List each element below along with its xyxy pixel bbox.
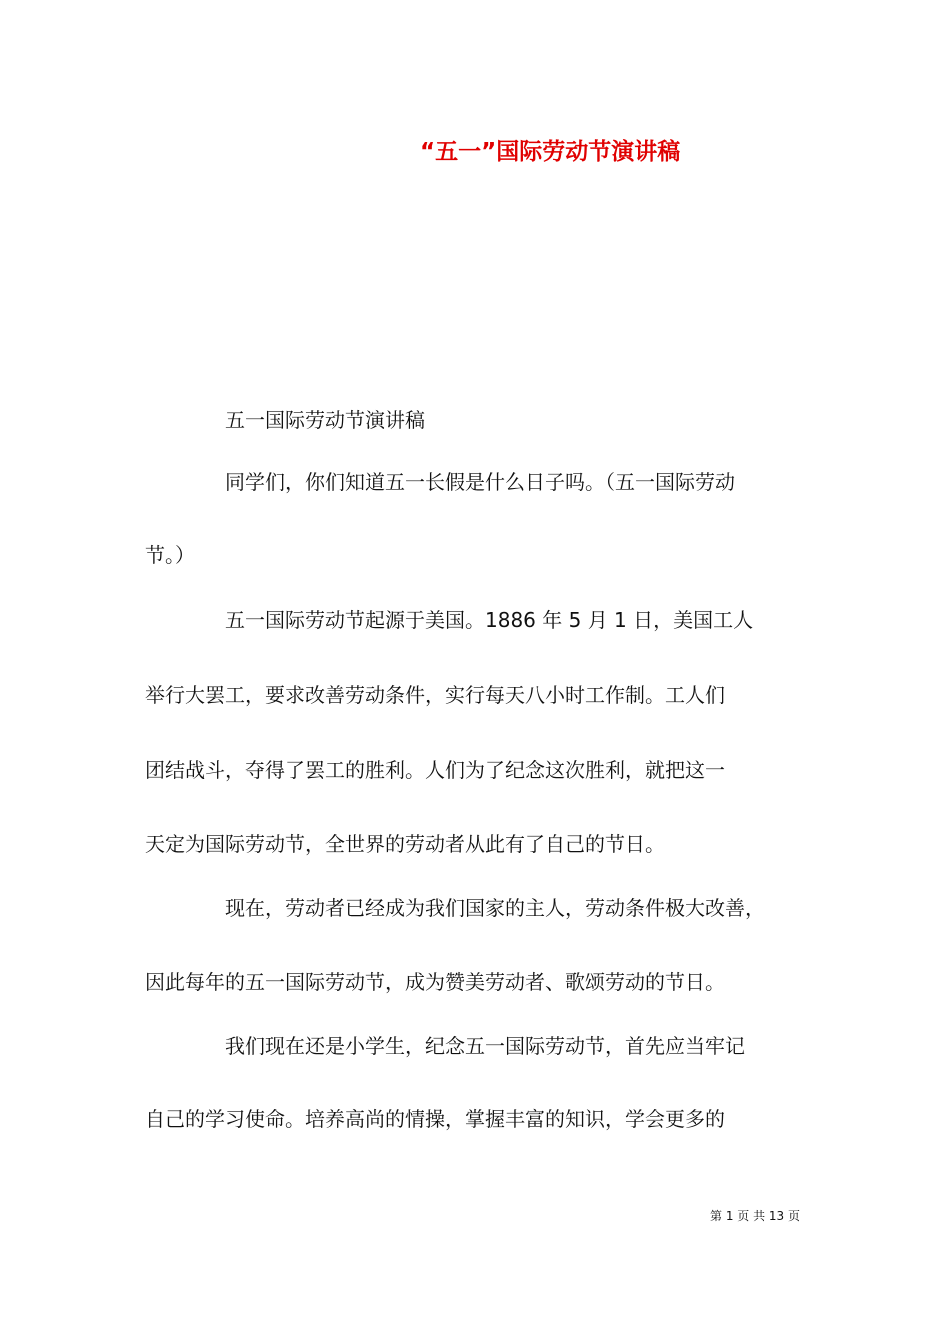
document-title: “五一”国际劳动节演讲稿 xyxy=(420,139,681,165)
body-line-heading: 五一国际劳动节演讲稿 xyxy=(225,408,425,432)
body-line: 自己的学习使命。培养高尚的情操，掌握丰富的知识，学会更多的 xyxy=(145,1107,725,1131)
body-line: 天定为国际劳动节，全世界的劳动者从此有了自己的节日。 xyxy=(145,832,665,856)
body-line: 节。） xyxy=(145,543,195,567)
body-line: 举行大罢工，要求改善劳动条件，实行每天八小时工作制。工人们 xyxy=(145,683,725,707)
body-line: 同学们，你们知道五一长假是什么日子吗。（五一国际劳动 xyxy=(225,470,735,494)
body-line: 五一国际劳动节起源于美国。1886 年 5 月 1 日，美国工人 xyxy=(225,608,754,632)
body-line: 我们现在还是小学生，纪念五一国际劳动节，首先应当牢记 xyxy=(225,1034,745,1058)
body-line: 现在，劳动者已经成为我们国家的主人，劳动条件极大改善， xyxy=(225,896,765,920)
body-line: 团结战斗，夺得了罢工的胜利。人们为了纪念这次胜利，就把这一 xyxy=(145,758,725,782)
body-line: 因此每年的五一国际劳动节，成为赞美劳动者、歌颂劳动的节日。 xyxy=(145,970,725,994)
page-number-footer: 第 1 页 共 13 页 xyxy=(710,1209,800,1223)
